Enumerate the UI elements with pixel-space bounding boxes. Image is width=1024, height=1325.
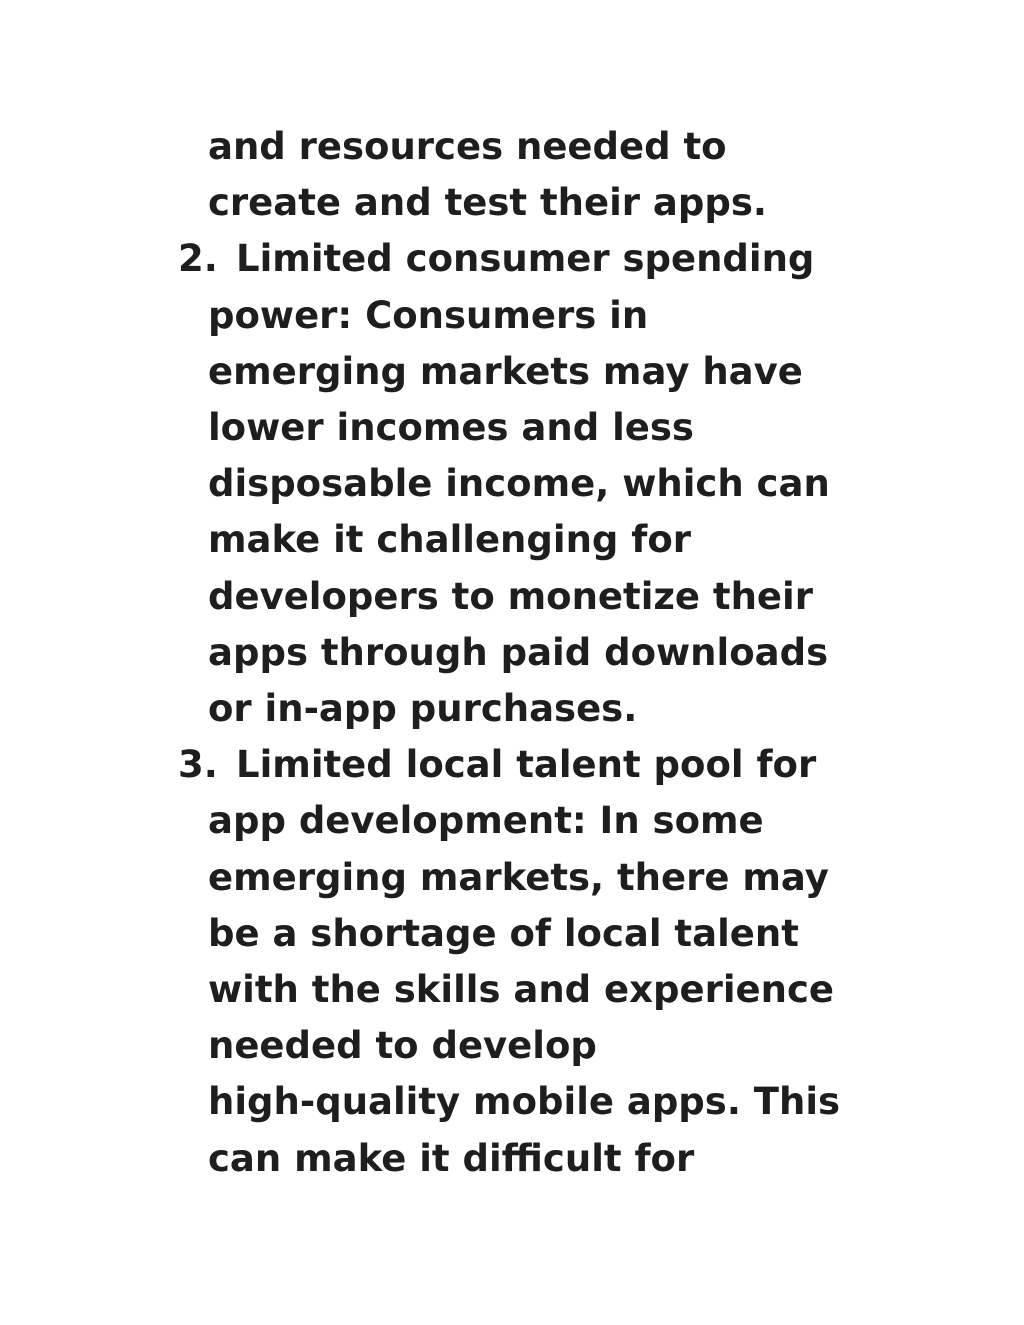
list-item-number: 2. [178,237,218,281]
text-line: apps through paid downloads [208,630,829,674]
text-line: Limited local talent pool for [236,743,817,787]
text-line: emerging markets, there may [208,855,829,899]
continuation-paragraph [178,119,938,231]
text-line: emerging markets may have [208,349,803,393]
text-line: power: Consumers in [208,293,649,337]
list-item [178,737,938,1187]
text-line: with the skills and experience [208,968,834,1012]
text-line: can make it difficult for [208,1136,695,1180]
text-line: make it challenging for [208,518,692,562]
text-line: needed to develop [208,1024,597,1068]
body-text [178,119,938,1187]
text-line: disposable income, which can [208,462,830,506]
text-line: or in-app purchases. [208,687,638,731]
text-line: app development: In some [208,799,764,843]
text-line: and resources needed to [208,125,727,168]
text-line: create and test their apps. [208,181,767,225]
list-item [178,231,938,737]
text-line: Limited consumer spending [236,237,815,281]
text-line: developers to monetize their [208,574,813,618]
text-line: lower incomes and less [208,406,694,450]
text-line: be a shortage of local talent [208,911,799,955]
text-line: high-quality mobile apps. This [208,1080,841,1124]
list-item-number: 3. [178,743,218,787]
